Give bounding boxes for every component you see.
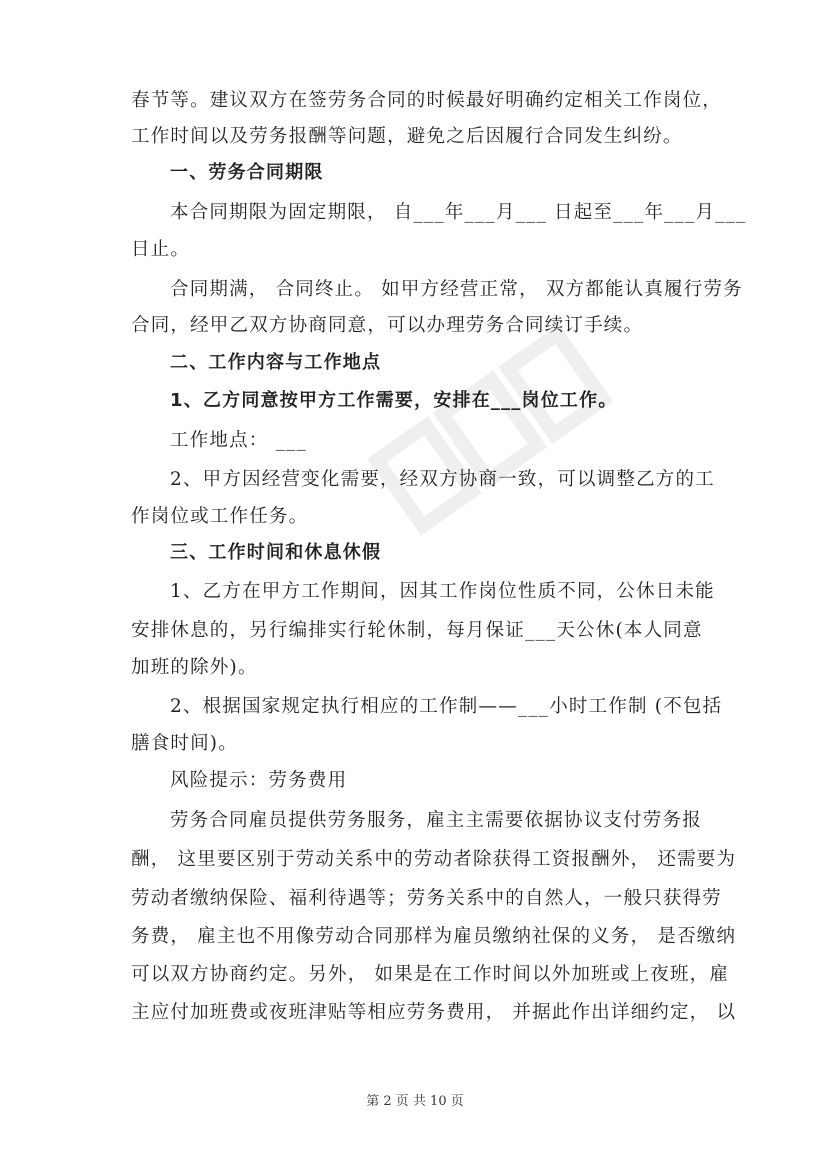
paragraph-line: 春节等。建议双方在签劳务合同的时候最好明确约定相关工作岗位， xyxy=(131,90,723,111)
paragraph-line: 2、甲方因经营变化需要，经双方协商一致，可以调整乙方的工 xyxy=(170,469,715,490)
paragraph-line: 主应付加班费或夜班津贴等相应劳务费用， 并据此作出详细约定， 以 xyxy=(131,1002,737,1023)
paragraph-line: 劳动者缴纳保险、福利待遇等；劳务关系中的自然人，一般只获得劳 xyxy=(131,888,723,909)
page-number-footer: 第 2 页 共 10 页 xyxy=(366,1094,464,1109)
section-heading: 二、工作内容与工作地点 xyxy=(170,352,382,373)
section-heading: 三、工作时间和休息休假 xyxy=(170,542,382,563)
paragraph-line: 工作地点： ___ xyxy=(170,430,307,451)
paragraph-line: 安排休息的，另行编排实行轮休制，每月保证___天公休(本人同意 xyxy=(131,620,703,641)
paragraph-line: 加班的除外)。 xyxy=(131,657,258,678)
risk-tip-heading: 风险提示：劳务费用 xyxy=(170,770,348,791)
clause-heading: 1、乙方同意按甲方工作需要，安排在___岗位工作。 xyxy=(170,390,618,411)
paragraph-line: 本合同期限为固定期限， 自___年___月___ 日起至___年___月___ xyxy=(170,202,747,223)
paragraph-line: 合同，经甲乙双方协商同意，可以办理劳务合同续订手续。 xyxy=(131,315,644,336)
paragraph-line: 膳食时间)。 xyxy=(131,733,238,754)
paragraph-line: 日止。 xyxy=(131,239,191,260)
paragraph-line: 酬， 这里要区别于劳动关系中的劳动者除获得工资报酬外， 还需要为 xyxy=(131,849,737,870)
paragraph-line: 务费， 雇主也不用像劳动合同那样为雇员缴纳社保的义务， 是否缴纳 xyxy=(131,926,737,947)
paragraph-line: 1、乙方在甲方工作期间，因其工作岗位性质不同，公休日未能 xyxy=(170,581,715,602)
paragraph-line: 合同期满， 合同终止。 如甲方经营正常， 双方都能认真履行劳务 xyxy=(170,279,743,300)
paragraph-line: 作岗位或工作任务。 xyxy=(131,506,309,527)
paragraph-line: 2、根据国家规定执行相应的工作制——___小时工作制 (不包括 xyxy=(170,696,723,717)
paragraph-line: 工作时间以及劳务报酬等问题，避免之后因履行合同发生纠纷。 xyxy=(131,126,683,147)
paragraph-line: 可以双方协商约定。另外， 如果是在工作时间以外加班或上夜班，雇 xyxy=(131,964,730,985)
section-heading: 一、劳务合同期限 xyxy=(170,162,324,183)
paragraph-line: 劳务合同雇员提供劳务服务，雇主主需要依据协议支付劳务报 xyxy=(170,810,702,831)
